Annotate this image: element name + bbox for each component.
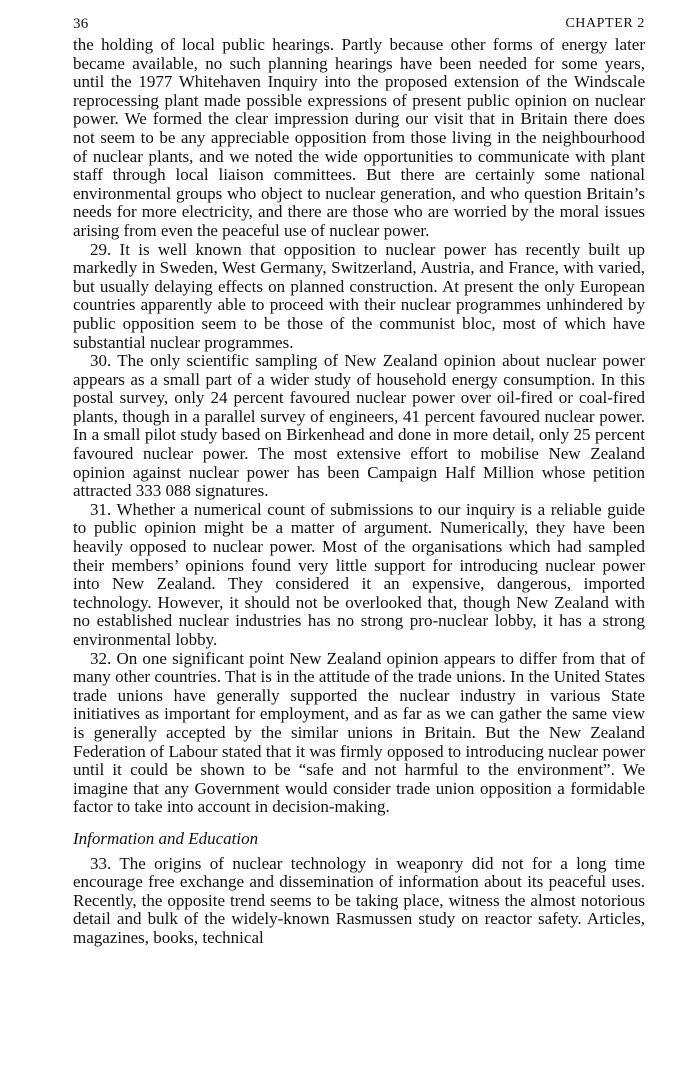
paragraph-continued: the holding of local public hearings. Partly because other forms of energy later became available, no such planning hearings have been needed for some years, until the 1977 Whitehaven Inquiry into the proposed extension of the Windscale reprocessing plant made possible expressions of present public opinion on nuclear power. We formed the clear impression during our visit that in Britain there does not seem to be any appreciable opposition from those living in the neighbourhood of nuclear plants, and we noted the wide opportunities to communicate with plant staff through local liaison committees. But there are certainly some national environmental groups who object to nuclear generation, and who question Britain’s needs for more electricity, and there are those who are worried by the moral issues arising from even the peaceful use of nuclear power. [73, 35, 645, 240]
paragraph-32: 32. On one significant point New Zealand opinion appears to differ from that of many other countries. That is in the attitude of the trade unions. In the United States trade unions have generally supported the nuclear industry in various State initiatives as important for employment, and as far as we can gather the same view is generally accepted by the similar unions in Britain. But the New Zealand Federation of Labour stated that it was firmly opposed to introducing nuclear power until it could be shown to be “safe and not harmful to the environment”. We imagine that any Government would consider trade union opposition a formidable factor to take into account in decision-making. [73, 648, 645, 817]
paragraph-29: 29. It is well known that opposition to nuclear power has recently built up markedly in Sweden, West Germany, Switzerland, Austria, and France, with varied, but usually delaying effects on planned construction. At present the only European countries apparently able to proceed with their nuclear programmes unhindered by public opposition seem to be those of the communist bloc, most of which have substantial nuclear programmes. [73, 239, 645, 352]
paragraph-33: 33. The origins of nuclear technology in weaponry did not for a long time encourage free exchange and dissemination of information about its peaceful uses. Recently, the opposite trend seems to be taking place, witness the almost notorious detail and bulk of the widely-known Rasmussen study on reactor safety. Articles, magazines, books, technical [73, 853, 645, 947]
running-header [73, 14, 645, 36]
document-page [73, 14, 645, 948]
page-number: 36 [73, 16, 89, 32]
body-text [73, 36, 645, 948]
paragraph-30: 30. The only scientific sampling of New Zealand opinion about nuclear power appears as a small part of a wider study of household energy consumption. In this postal survey, only 24 percent favoured nuclear power over oil-fired or coal-fired plants, though in a parallel survey of engineers, 41 percent favoured nuclear power. In a small pilot study based on Birkenhead and done in more detail, only 25 percent favoured nuclear power. The most extensive effort to mobilise New Zealand opinion against nuclear power has been Campaign Half Million whose petition attracted 333 088 signatures. [73, 351, 645, 501]
chapter-label: CHAPTER 2 [565, 16, 645, 31]
paragraph-31: 31. Whether a numerical count of submissions to our inquiry is a reliable guide to public opinion might be a matter of argument. Numerically, they have been heavily opposed to nuclear power. Most of the organisations which had sampled their members’ opinions found very little support for introducing nuclear power into New Zealand. They considered it an expensive, dangerous, imported technology. However, it should not be overlooked that, though New Zealand with no established nuclear industries has no strong pro-nuclear lobby, it has a strong environmental lobby. [73, 499, 645, 649]
section-heading: Information and Education [73, 828, 259, 848]
